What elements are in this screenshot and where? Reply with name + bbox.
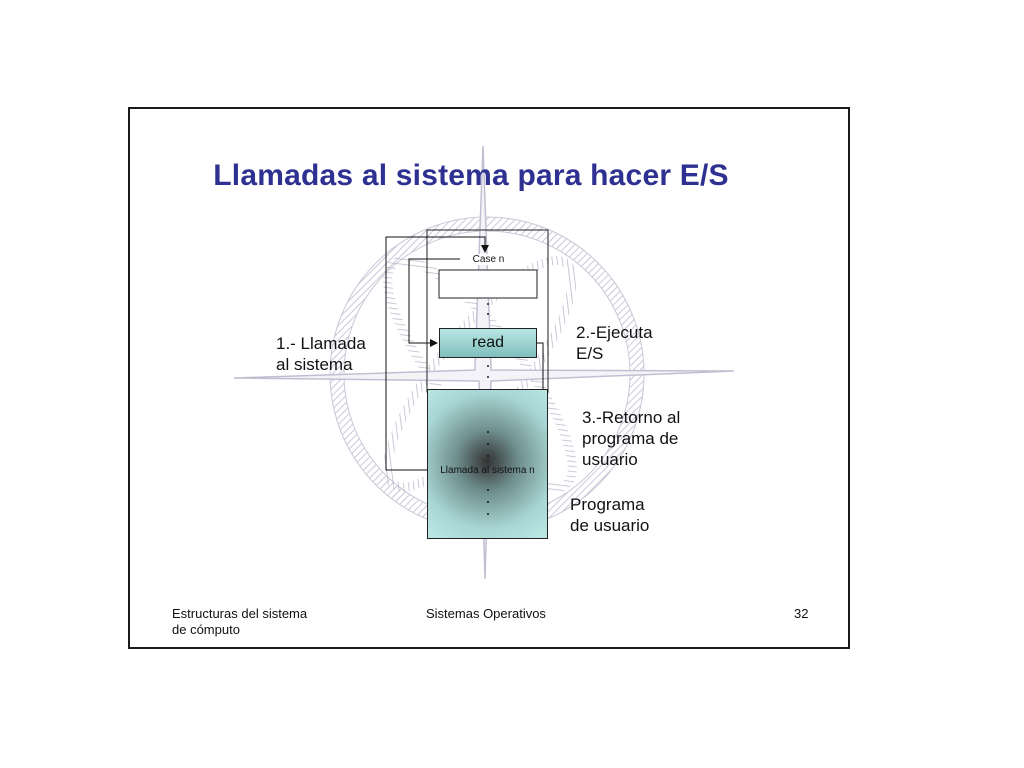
read-box: read <box>439 328 537 358</box>
step2-label: 2.-Ejecuta E/S <box>576 323 653 363</box>
step3-label: 3.-Retorno al programa de usuario <box>582 408 681 469</box>
step1-label: 1.- Llamada al sistema <box>276 334 366 374</box>
slide-title: Llamadas al sistema para hacer E/S <box>213 159 729 192</box>
slide <box>128 107 850 649</box>
footer-center: Sistemas Operativos <box>426 606 546 621</box>
page-number: 32 <box>794 606 809 621</box>
case-label: Case n <box>460 254 517 265</box>
system-call-label: Llamada al sistema n <box>440 465 535 476</box>
dispatch-table-box <box>439 270 537 298</box>
diagram <box>130 109 850 649</box>
footer-left: Estructuras del sistema de cómputo <box>172 606 308 637</box>
user-program-box <box>427 389 548 539</box>
user-program-label: Programa de usuario <box>570 495 650 535</box>
